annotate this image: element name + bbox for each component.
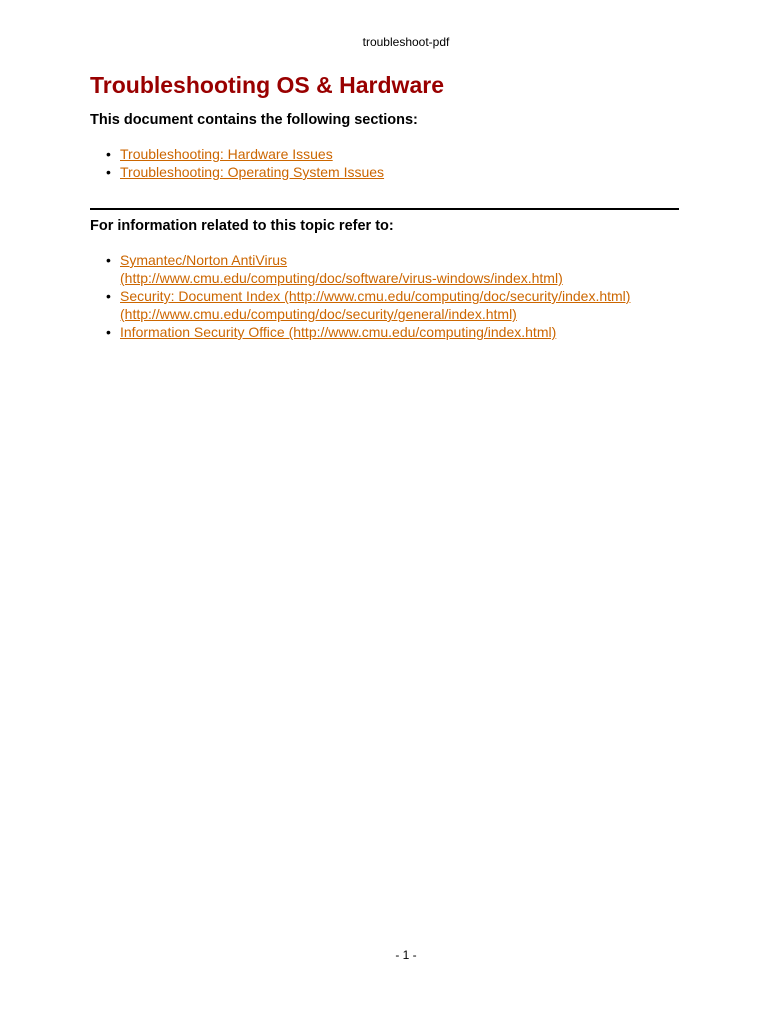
page-number: - 1 - [395, 948, 417, 962]
security-office-link[interactable]: Information Security Office (http://www.cmu.edu/computing/index.html) [120, 324, 557, 340]
antivirus-link[interactable] [120, 252, 563, 286]
security-index-link[interactable] [120, 288, 630, 322]
list-item [103, 323, 630, 341]
section-divider [90, 208, 679, 210]
running-header: troubleshoot-pdf [362, 35, 450, 49]
sections-heading: This document contains the following sections: [90, 112, 418, 128]
antivirus-link-title: Symantec/Norton AntiVirus [120, 252, 288, 268]
list-item [103, 145, 384, 163]
list-item [103, 163, 384, 181]
list-item [103, 287, 630, 323]
document-title: Troubleshooting OS & Hardware [90, 72, 444, 98]
bullet-icon: • [106, 324, 111, 340]
bullet-icon: • [106, 288, 111, 304]
sections-list [103, 145, 384, 181]
security-index-link-url: (http://www.cmu.edu/computing/doc/security/general/index.html) [120, 306, 517, 322]
bullet-icon: • [106, 164, 111, 180]
os-issues-link[interactable]: Troubleshooting: Operating System Issues [120, 164, 385, 180]
related-links-list [103, 251, 630, 341]
antivirus-link-url: (http://www.cmu.edu/computing/doc/software/virus-windows/index.html) [120, 270, 563, 286]
security-index-link-title: Security: Document Index (http://www.cmu.edu/computing/doc/security/index.html) [120, 288, 631, 304]
related-heading: For information related to this topic refer to: [90, 218, 394, 234]
list-item [103, 251, 630, 287]
bullet-icon: • [106, 252, 111, 268]
hardware-issues-link[interactable]: Troubleshooting: Hardware Issues [120, 146, 333, 162]
bullet-icon: • [106, 146, 111, 162]
